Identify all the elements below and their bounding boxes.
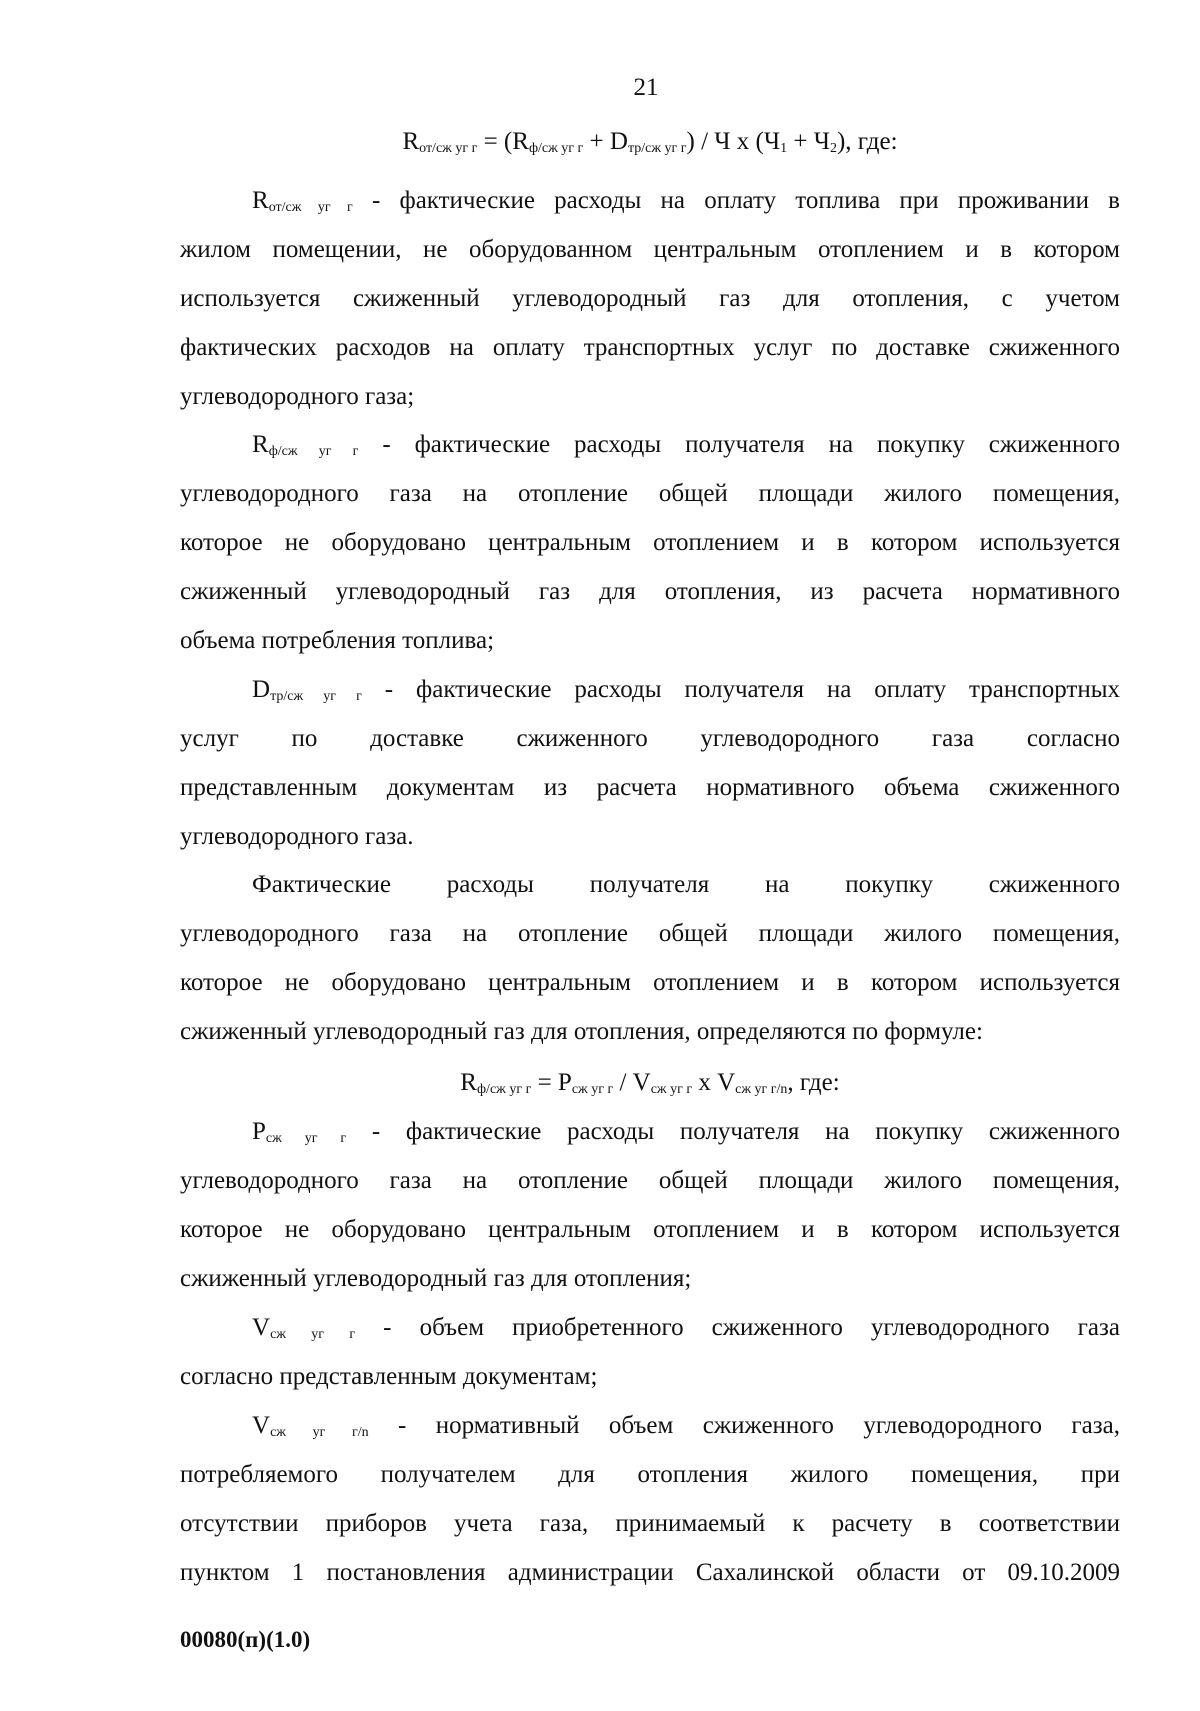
definition-r-ot (180, 176, 1120, 421)
paragraph-line: углеводородного газа. (180, 823, 414, 850)
paragraph-line: углеводородного газа на отопление общей площади жилого помещения, (180, 480, 1120, 507)
paragraph-line: сжиженный углеводородный газ для отопления, из расчета нормативного (180, 578, 1120, 605)
paragraph-line: представленным документам из расчета нормативного объема сжиженного (180, 774, 1120, 801)
paragraph-line: пунктом 1 постановления администрации Сахалинской области от 09.10.2009 (180, 1559, 1120, 1586)
paragraph-line: $P_{сж уг г}$ - фактические расходы получателя на покупку сжиженного (252, 1118, 1121, 1146)
page-number: 21 (633, 74, 659, 101)
paragraph-line: сжиженный углеводородный газ для отопления; (180, 1265, 692, 1292)
paragraph-line: углеводородного газа на отопление общей площади жилого помещения, (180, 1167, 1120, 1194)
paragraph-actual-expenses (180, 860, 1120, 1056)
paragraph-line: фактических расходов на оплату транспортных услуг по доставке сжиженного (180, 334, 1120, 361)
paragraph-line: $R_{ф/сж уг г}$ - фактические расходы получателя на покупку сжиженного (252, 431, 1120, 459)
formula-total-expenses: $R_{от/сж уг г} = (R_{ф/сж уг г} + D_{тр/сж уг г}) / Ч$ х $(Ч_1 + Ч_2)$, где: (402, 128, 898, 156)
definition-r-f (180, 420, 1120, 665)
definition-d-tr (180, 665, 1120, 861)
paragraph-line: сжиженный углеводородный газ для отопления, определяются по формуле: (180, 1018, 983, 1045)
definition-p (180, 1107, 1120, 1303)
paragraph-line: потребляемого получателем для отопления жилого помещения, при (180, 1461, 1120, 1488)
document-code: 00080(п)(1.0) (180, 1627, 311, 1652)
paragraph-line: услуг по доставке сжиженного углеводородного газа согласно (180, 725, 1120, 752)
paragraph-line: углеводородного газа на отопление общей площади жилого помещения, (180, 920, 1120, 947)
definition-v (180, 1303, 1120, 1401)
paragraph-line: которое не оборудовано центральным отоплением и в котором используется (180, 1216, 1120, 1243)
paragraph-line: используется сжиженный углеводородный газ для отопления, с учетом (180, 285, 1120, 312)
paragraph-line: $R_{от/сж уг г}$ - фактические расходы на оплату топлива при проживании в (252, 187, 1120, 215)
formula-fuel-expenses: $R_{ф/сж уг г} = P_{сж уг г} / V_{сж уг г}$ х $V_{сж уг г/n}$, где: (460, 1069, 840, 1097)
paragraph-line: Фактические расходы получателя на покупку сжиженного (252, 871, 1120, 898)
paragraph-line: углеводородного газа; (180, 383, 415, 410)
paragraph-line: $D_{тр/сж уг г}$ - фактические расходы получателя на оплату транспортных (252, 676, 1120, 704)
paragraph-line: которое не оборудовано центральным отоплением и в котором используется (180, 529, 1120, 556)
paragraph-line: согласно представленным документам; (180, 1363, 598, 1390)
paragraph-line: жилом помещении, не оборудованном центральным отоплением и в котором (180, 236, 1120, 263)
paragraph-line: отсутствии приборов учета газа, принимаемый к расчету в соответствии (180, 1510, 1120, 1537)
definition-v-norm (180, 1401, 1120, 1597)
paragraph-line: $V_{сж уг г/n}$ - нормативный объем сжиженного углеводородного газа, (252, 1412, 1120, 1440)
paragraph-line: которое не оборудовано центральным отоплением и в котором используется (180, 969, 1120, 996)
paragraph-line: объема потребления топлива; (180, 627, 495, 654)
paragraph-line: $V_{сж уг г}$ - объем приобретенного сжиженного углеводородного газа (252, 1314, 1120, 1342)
